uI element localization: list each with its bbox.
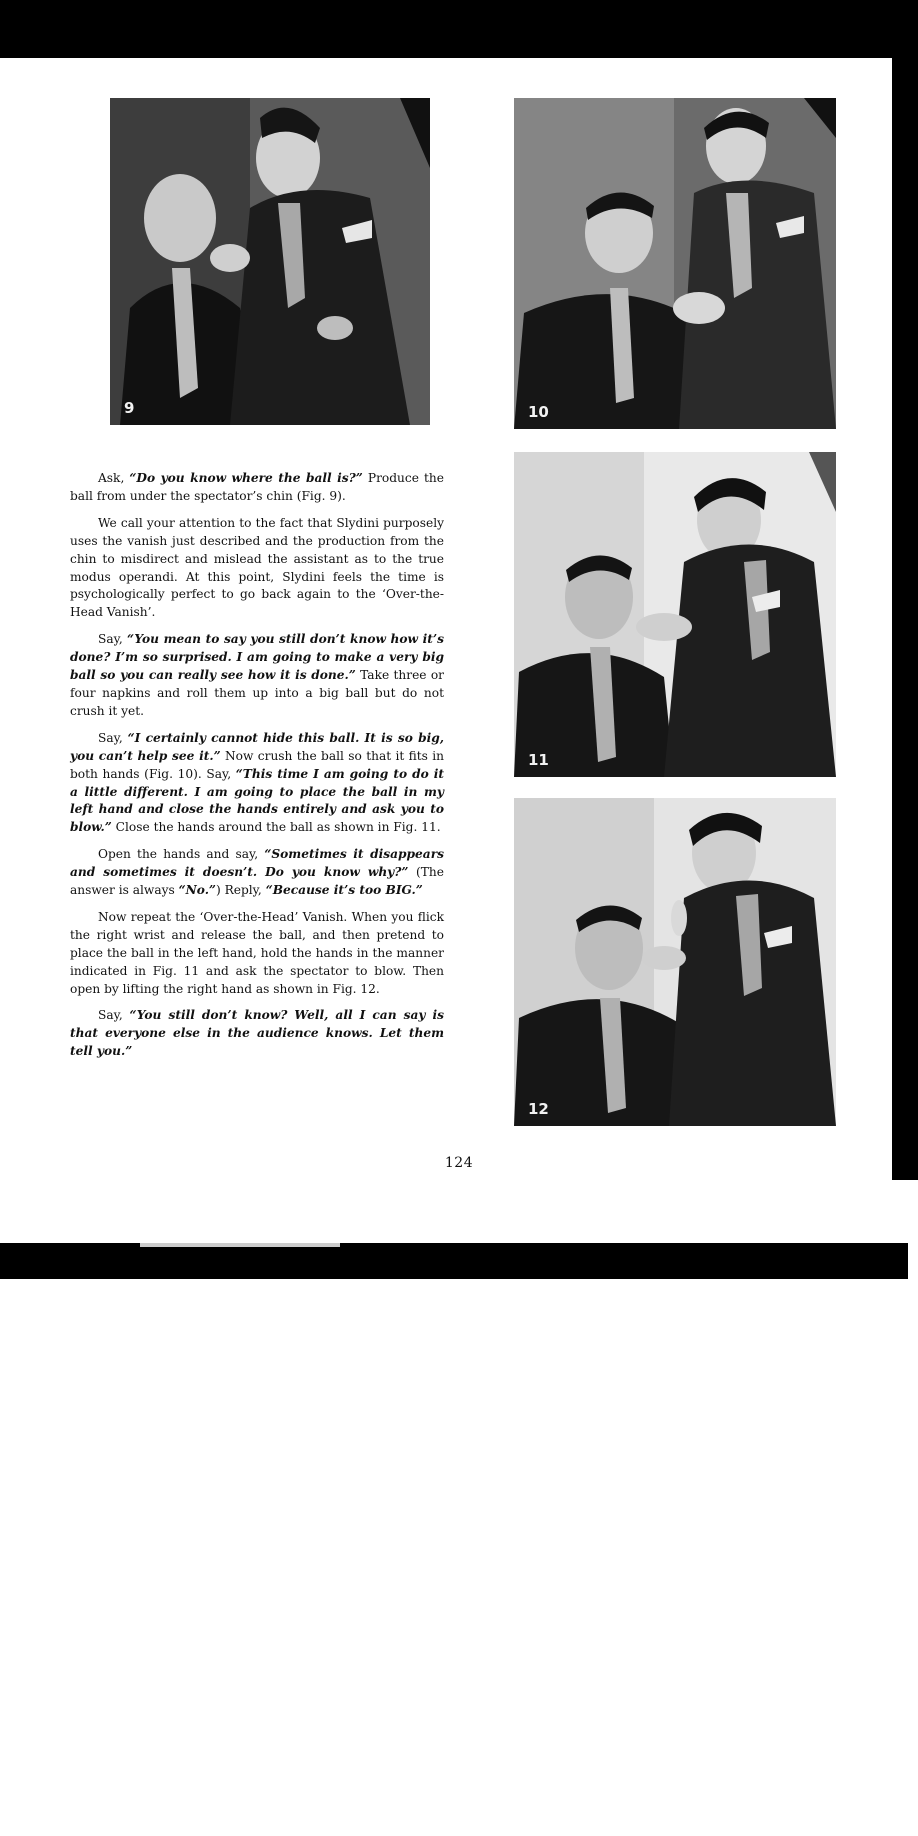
figure-9-illustration [110,98,430,425]
paragraph [70,730,444,837]
figure-12-illustration [514,798,836,1126]
quoted-speech: “This time I am going to do it a little different. I am going to place the ball in my left hand and close the hands entirely and ask you to blow.” [70,766,444,835]
paragraph [70,515,444,622]
figure-9-photo [110,98,430,425]
scan-right-border [892,0,918,1250]
scan-streak [140,1243,340,1247]
quoted-speech: “Sometimes it disappears and sometimes it doesn’t. Do you know why?” [70,847,444,880]
figure-number: 12 [528,1100,549,1118]
paragraph [70,470,444,506]
scan-bottom-border [0,1243,908,1279]
quoted-speech: “Do you know where the ball is?” [129,471,363,485]
text-run: We call your attention to the fact that Slydini purposely uses the vanish just described and the production from the chin to misdirect and mislead the assistant as to the true modus operandi. At this point, Slydini feels the time is psychologically perfect to go back again to the ‘Over-the-Head Vanish’. [70,515,444,620]
figure-number: 9 [124,399,135,417]
quoted-speech: “No.” [178,883,216,898]
figure-11-illustration [514,452,836,777]
text-run: Now repeat the ‘Over-the-Head’ Vanish. When you flick the right wrist and release the ball, and then pretend to place the ball in the left hand, hold the hands in the manner indicated in Fig. 11 and ask the spectator to blow. Then open by lifting the right hand as shown in Fig. 12. [70,909,444,996]
figure-10-illustration [514,98,836,429]
figure-number: 10 [528,403,549,421]
text-run: Close the hands around the ball as shown in Fig. 11. [111,820,441,835]
text-run: ) Reply, [215,883,266,898]
figure-10-photo [514,98,836,429]
paragraph [70,631,444,721]
text-run: (The answer is always [70,865,444,898]
quoted-speech: “Because it’s too BIG.” [265,883,423,898]
text-run: Now crush the ball so that it fits in both hands (Fig. 10). Say, [70,748,444,781]
quoted-speech: “You still don’t know? Well, all I can say is that everyone else in the audience knows. Let them tell you.” [70,1008,444,1059]
paragraph [70,909,444,999]
body-text [70,470,444,1070]
paragraph [70,846,444,900]
figure-11-photo [514,452,836,777]
figure-12-photo [514,798,836,1126]
scan-right-border-gap [878,1180,918,1250]
scan-top-border [0,0,918,58]
text-run: Open the hands and say, [98,847,265,862]
text-run: Say, [98,632,127,647]
page-number: 124 [444,1155,474,1171]
text-run: Take three or four napkins and roll them up into a big ball but do not crush it yet. [70,668,444,718]
text-run: Say, [98,1008,130,1023]
quoted-speech: “I certainly cannot hide this ball. It is so big, you can’t help see it.” [70,730,444,763]
text-run: Say, [98,730,128,745]
paragraph [70,1007,444,1061]
text-run: Ask, [98,471,130,485]
quoted-speech: “You mean to say you still don’t know how it’s done? I’m so surprised. I am going to make a very big ball so you can really see how it is done.” [70,632,445,683]
figure-number: 11 [528,751,549,769]
text-run: Produce the ball from under the spectator’s chin (Fig. 9). [70,471,444,503]
